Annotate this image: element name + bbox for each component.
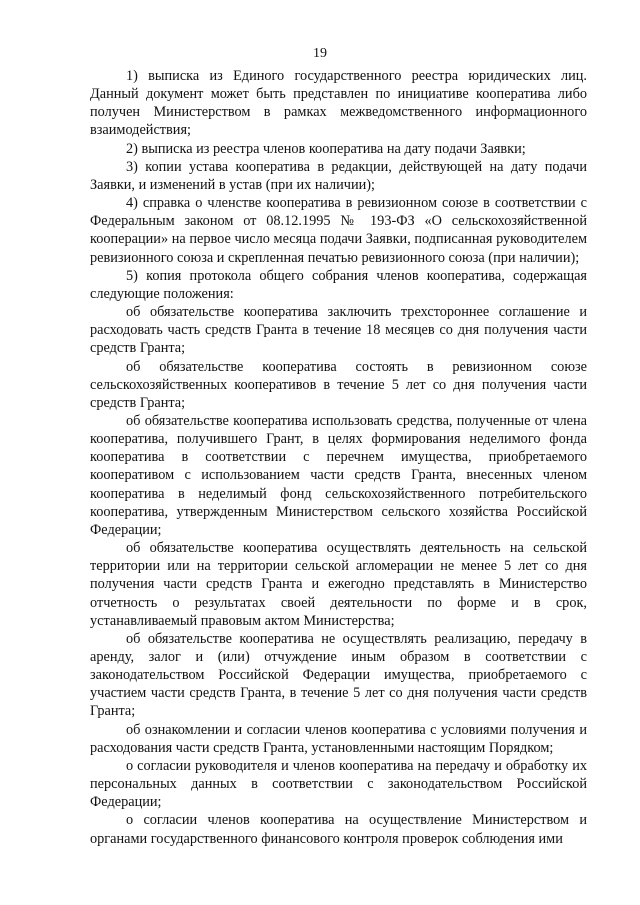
paragraph-item-4: 4) справка о членстве кооператива в ревизионном союзе в соответствии с Федеральным законом от 08.12.1995 № 193-ФЗ «О сельскохозяйственной кооперации» на первое число месяца подачи Заявки, подписанная руководителем ревизионного союза и скрепленная печатью ревизионного союза (при наличии); — [90, 195, 587, 266]
paragraph-item-3: 3) копии устава кооператива в редакции, действующей на дату подачи Заявки, и изменений в устав (при их наличии); — [90, 158, 587, 193]
page-number: 19 — [313, 46, 327, 61]
paragraph-obligation-no-alienation: об обязательстве кооператива не осуществлять реализацию, передачу в аренду, залог и (или) отчуждение иным образом в соответствии с законодательством Российской Федерации имущества, приобретаемого с участием части средств Гранта, в течение 5 лет со дня получения части средств Гранта; — [90, 630, 587, 720]
paragraph-personal-data-consent: о согласии руководителя и членов кооператива на передачу и обработку их персональных данных в соответствии с законодательством Российской Федерации; — [90, 757, 587, 811]
paragraph-item-5: 5) копия протокола общего собрания членов кооператива, содержащая следующие положения: — [90, 267, 587, 302]
paragraph-obligation-trilateral-agreement: об обязательстве кооператива заключить трехстороннее соглашение и расходовать часть средств Гранта в течение 18 месяцев со дня получения части средств Гранта; — [90, 304, 587, 357]
paragraph-obligation-indivisible-fund: об обязательстве кооператива использовать средства, полученные от члена кооператива, получившего Грант, в целях формирования неделимого фонда кооператива в соответствии с перечнем имущества, приобретаемого кооперативом с использованием части средств Гранта, внесенных членом кооператива в неделимый фонд сельскохозяйственного потребительского кооператива, утвержденным Министерством сельского хозяйства Российской Федерации; — [90, 412, 587, 538]
document-body — [90, 67, 587, 848]
paragraph-members-consent-terms: об ознакомлении и согласии членов кооператива с условиями получения и расходования части средств Гранта, установленными настоящим Порядком; — [90, 721, 587, 756]
paragraph-item-1: 1) выписка из Единого государственного реестра юридических лиц. Данный документ может быть представлен по инициативе кооператива либо получен Министерством в рамках межведомственного информационного взаимодействия; — [90, 68, 587, 139]
paragraph-item-2: 2) выписка из реестра членов кооператива на дату подачи Заявки; — [126, 140, 526, 157]
paragraph-obligation-rural-activity: об обязательстве кооператива осуществлять деятельность на сельской территории или на территории сельской агломерации не менее 5 лет со дня получения части средств Гранта и ежегодно представлять в Министерство отчетность о результатах своей деятельности по форме и в срок, устанавливаемый правовым актом Министерства; — [90, 540, 587, 629]
paragraph-obligation-audit-union: об обязательстве кооператива состоять в ревизионном союзе сельскохозяйственных кооперативов в течение 5 лет со дня получения части средств Гранта; — [90, 358, 587, 411]
paragraph-inspection-consent: о согласии членов кооператива на осуществление Министерством и органами государственного финансового контроля проверок соблюдения ими — [90, 812, 587, 847]
